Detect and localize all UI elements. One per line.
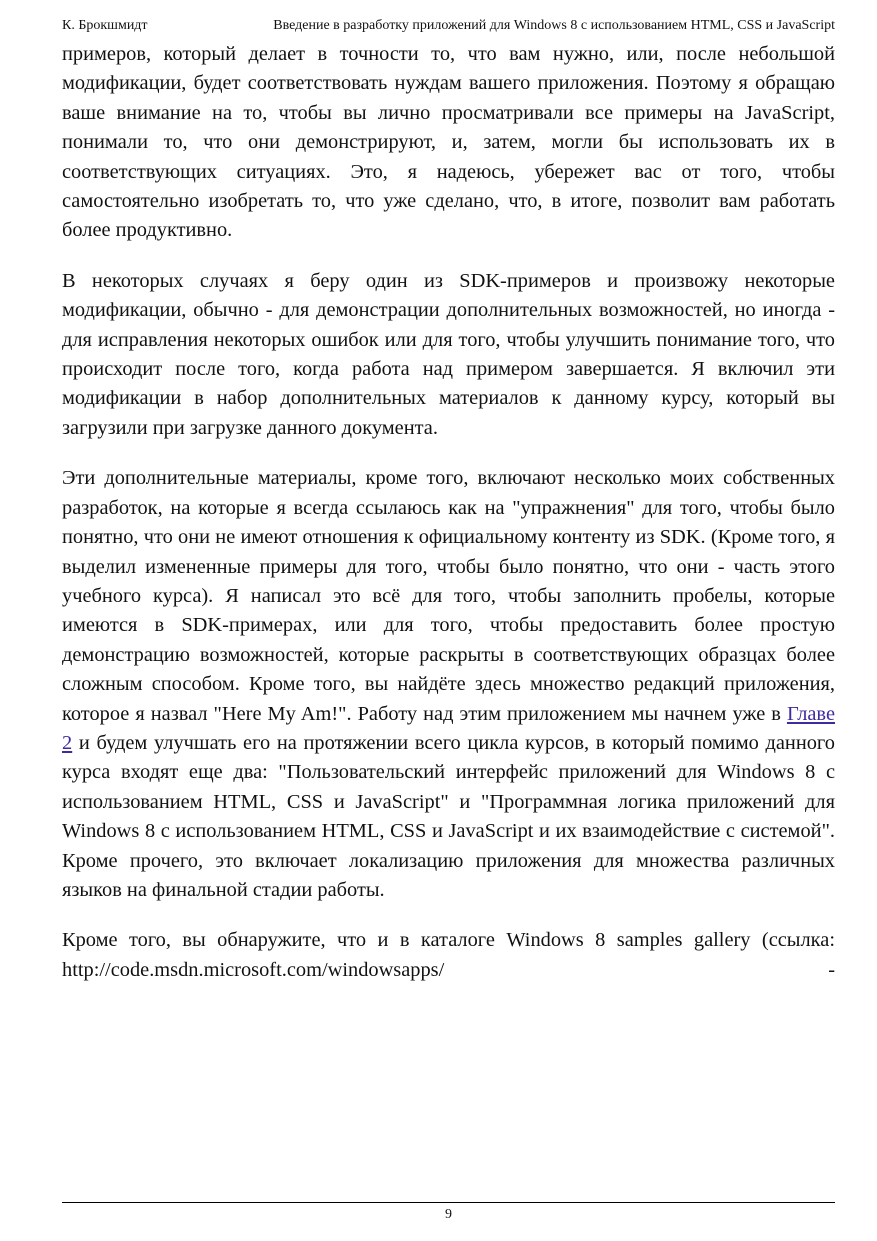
footer-divider	[62, 1202, 835, 1203]
paragraph-2: В некоторых случаях я беру один из SDK-примеров и произвожу некоторые модификации, обычно - для демонстрации дополнительных возможностей, но иногда - для исправления некоторых ошибок или для того, чтобы улучшить понимание того, что происходит после того, когда работа над примером завершается. Я включил эти модификации в набор дополнительных материалов к данному курсу, который вы загрузили при загрузке данного документа.	[62, 269, 835, 439]
chapter-2-link[interactable]: Главе 2	[62, 702, 835, 754]
document-page	[62, 0, 835, 1241]
paragraph-3	[62, 464, 835, 905]
header-author: К. Брокшмидт	[62, 18, 148, 33]
header-book-title: Введение в разработку приложений для Windows 8 с использованием HTML, CSS и JavaScript	[273, 18, 835, 33]
paragraph-3-text-start: Эти дополнительные материалы, кроме того, включают несколько моих собственных разработок, на которые я всегда ссылаюсь как на "упражнения" для того, чтобы было понятно, что они не имеют отношения к официальному контенту из SDK. (Кроме того, я выделил измененные примеры для того, чтобы было понятно, что они - часть этого учебного курса). Я написал это всё для того, чтобы заполнить пробелы, которые имеются в SDK-примерах, или для того, чтобы предоставить более простую демонстрацию возможностей, которые раскрыты в соответствующих образцах более сложным способом. Кроме того, вы найдёте здесь множество редакций приложения, которое я назвал "Here My Am!". Работу над этим приложением мы начнем уже в	[62, 467, 835, 725]
paragraph-4: Кроме того, вы обнаружите, что и в каталоге Windows 8 samples gallery (ссылка: http://code.msdn.microsoft.com/windowsapps/ -	[62, 929, 835, 981]
paragraph-1: примеров, который делает в точности то, что вам нужно, или, после небольшой модификации, будет соответствовать нуждам вашего приложения. Поэтому я обращаю ваше внимание на то, чтобы вы лично просматривали все примеры на JavaScript, понимали то, что они демонстрируют, и, затем, могли бы использовать их в соответствующих ситуациях. Это, я надеюсь, убережет вас от того, чтобы самостоятельно изобретать то, что уже сделано, что, в итоге, позволит вам работать более продуктивно.	[62, 43, 835, 242]
page-number: 9	[445, 1207, 452, 1222]
paragraph-3-text-end: и будем улучшать его на протяжении всего цикла курсов, в который помимо данного курса входят еще два: "Пользовательский интерфейс приложений для Windows 8 с использованием HTML, CSS и JavaScript" и "Программная логика приложений для Windows 8 с использованием HTML, CSS и JavaScript и их взаимодействие с системой". Кроме прочего, это включает локализацию приложения для множества различных языков на финальной стадии работы.	[62, 731, 835, 901]
running-header	[62, 16, 835, 36]
body-text	[62, 40, 835, 985]
